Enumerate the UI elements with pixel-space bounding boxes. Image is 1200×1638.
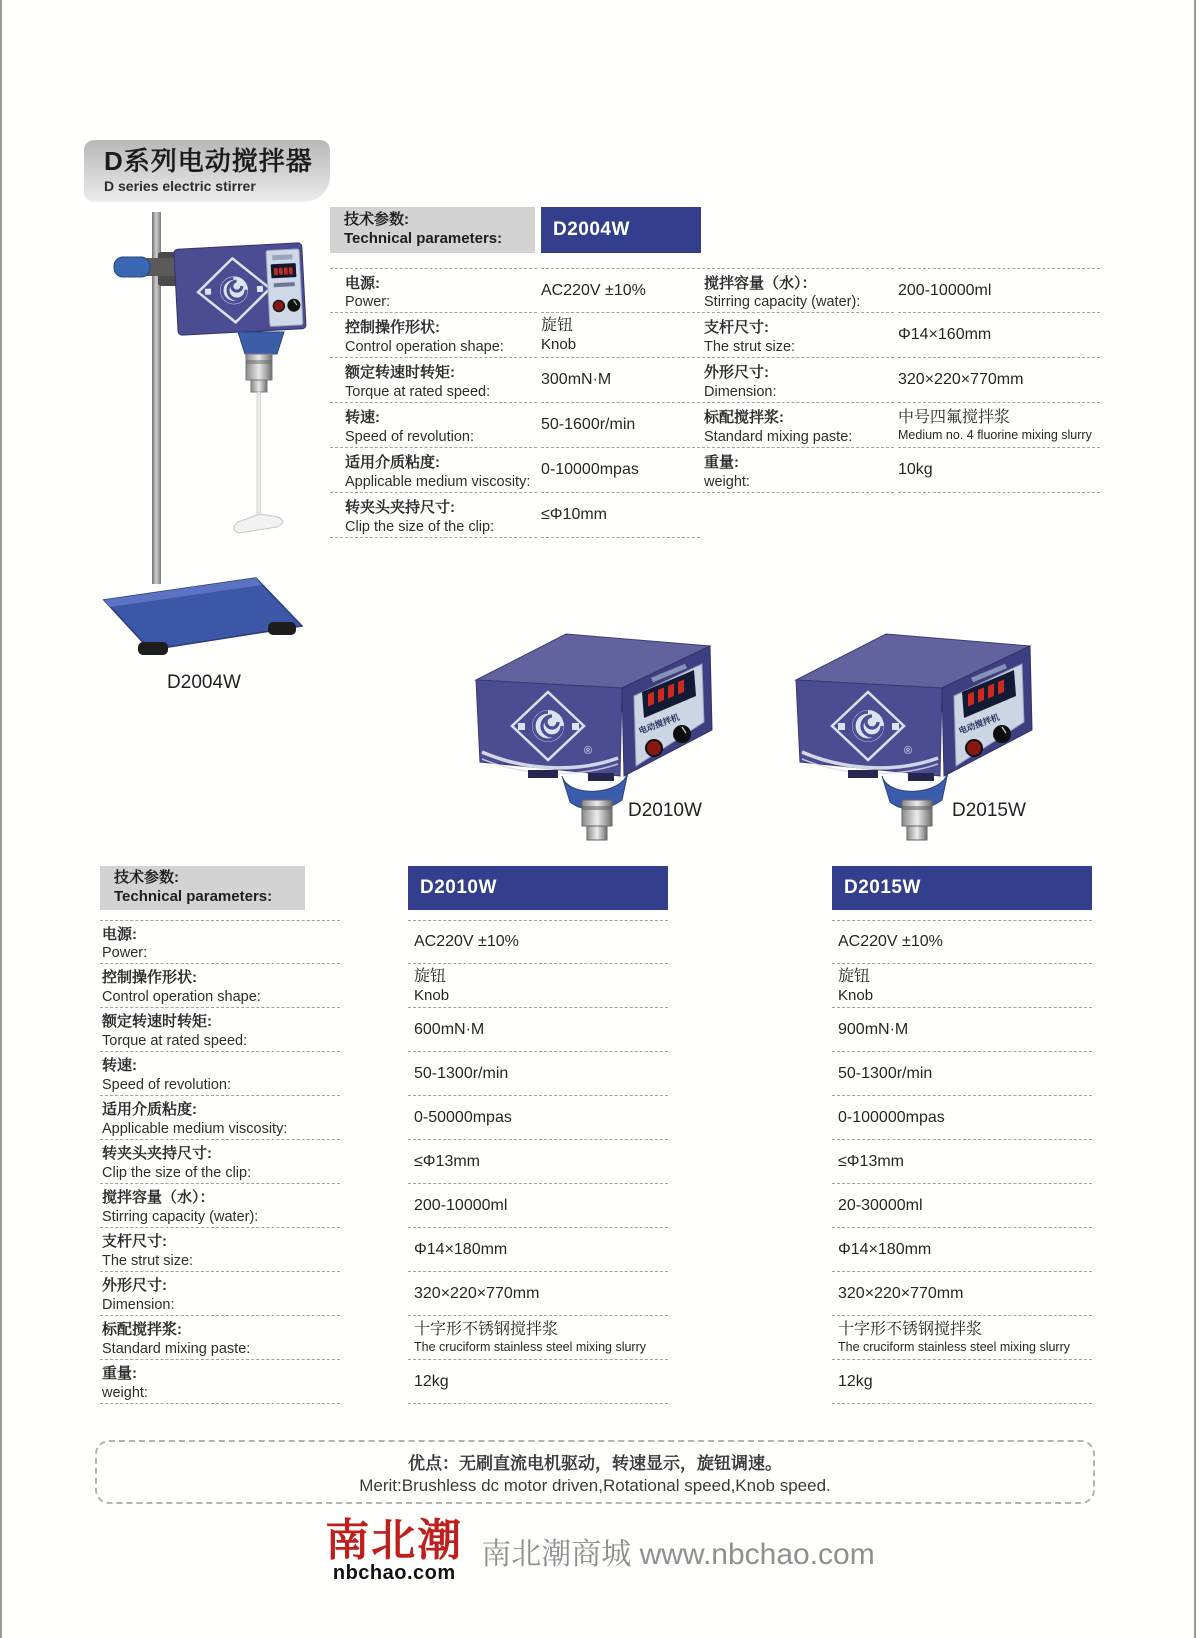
footer-tagline: 南北潮商城 www.nbchao.com [481,1538,875,1572]
spec-row: 标配搅拌浆: Standard mixing paste: 十字形不锈钢搅拌浆 The cruciform stainless steel mixing slurry 十字形不锈钢搅拌浆 The cruciform stainless steel mixing slurry [100,1316,1092,1360]
param-value-d2010w: 50-1300r/min [414,1064,509,1082]
page-edge-left [0,0,2,1638]
head1-model-label: D2010W [628,800,702,821]
param-value-d2010w: 600mN·M [414,1020,485,1038]
param-value: ≤Φ10mm [541,506,607,523]
param-label-en: Clip the size of the clip: [345,518,495,535]
series-title-cn: D系列电动搅拌器 [104,146,313,177]
page-edge-right [1194,0,1196,1638]
param-label-en: Applicable medium viscosity: [345,473,531,490]
spec-row: 搅拌容量（水）： Stirring capacity (water): 200-10000ml 20-30000ml [100,1184,1092,1228]
spec-row [702,313,1100,358]
param-value-d2015w: 320×220×770mm [838,1284,964,1302]
spec-row: 转速: Speed of revolution: 50-1300r/min 50-1300r/min [100,1052,1092,1096]
param-value-d2010w: AC220V ±10% [414,933,519,950]
model-header-d2015w: D2015W [832,866,1092,910]
param-label-cn: 重量: [704,454,739,472]
spec-row [330,358,700,403]
spec-row [330,448,700,493]
base-foot-left [138,642,168,655]
param-value-d2015w: 12kg [838,1372,873,1390]
param-label-cn: 转速: [345,409,380,427]
param-value-d2010w: 十字形不锈钢搅拌浆 [414,1321,559,1338]
param-value: AC220V ±10% [541,281,646,299]
model-header-d2004w: D2004W [541,207,701,253]
param-label-en: Torque at rated speed: [345,383,491,400]
spec-row: 电源: Power: AC220V ±10% AC220V ±10% [100,920,1092,964]
param-value-d2015w: 20-30000ml [838,1196,923,1214]
param-value-d2010w: 12kg [414,1372,449,1390]
param-value-d2015w: 0-100000mpas [838,1108,945,1126]
param-label-en: Power: [345,294,391,311]
footer [0,1516,1200,1584]
param-value-d2015w: 旋钮 [838,967,871,985]
param-label-cn: 标配搅拌浆: [704,409,784,427]
param-value-d2010w: 0-50000mpas [414,1108,512,1126]
spec-row: 适用介质粘度: Applicable medium viscosity: 0-50000mpas 0-100000mpas [100,1096,1092,1140]
nbchao-logo [325,1516,464,1584]
series-title-box [84,140,330,202]
stir-paddle [234,514,283,533]
merit-box [95,1440,1095,1504]
spec-table-header [100,866,1092,910]
head2-model-label: D2015W [952,800,1026,821]
spec-row [330,493,700,538]
params-header-cn: 技术参数: [114,869,179,887]
spec-row [702,358,1100,403]
spec-column-right [702,268,1100,493]
nbchao-logo-domain: nbchao.com [332,1561,456,1584]
params-header-en: Technical parameters: [344,230,503,247]
param-label-en: weight: [704,473,750,490]
param-label-cn: 支杆尺寸: [704,319,769,337]
spec-row: 额定转速时转矩: Torque at rated speed: 600mN·M 900mN·M [100,1008,1092,1052]
spec-row [330,403,700,448]
param-value: 10kg [898,461,933,478]
params-header [330,207,535,253]
param-value: 旋钮 [541,317,574,334]
param-value-d2010w: ≤Φ13mm [414,1152,480,1170]
param-label-en: Standard mixing paste: [704,428,853,445]
param-value-d2015w: 900mN·M [838,1020,909,1038]
param-value-d2010w: 320×220×770mm [414,1284,540,1302]
param-value-d2015w: 十字形不锈钢搅拌浆 [838,1321,983,1338]
model-header-d2010w: D2010W [408,866,668,910]
stirrer-model-label: D2004W [167,672,241,693]
spec-row: 外形尺寸: Dimension: 320×220×770mm 320×220×770mm [100,1272,1092,1316]
spec-table-d2004w [330,207,1100,535]
param-value: 300mN·M [541,371,612,388]
param-value-d2015w: Φ14×180mm [838,1240,932,1258]
spec-row: 控制操作形状: Control operation shape: 旋钮 Knob [330,313,700,358]
param-value-d2015w: AC220V ±10% [838,933,943,950]
motor-head [174,243,306,336]
param-value-d2015w: ≤Φ13mm [838,1152,904,1170]
param-label-cn: 控制操作形状: [345,319,440,337]
param-value: 0-10000mpas [541,461,639,478]
spec-row: 支杆尺寸: The strut size: Φ14×180mm Φ14×180mm [100,1228,1092,1272]
merit-text-cn: 优点：无刷直流电机驱动，转速显示，旋钮调速。 [408,1453,782,1473]
params-header-cn: 技术参数: [344,211,409,229]
param-value-d2010w: Φ14×180mm [414,1240,508,1258]
param-label-cn: 额定转速时转矩: [345,364,455,382]
param-label-cn: 转夹头夹持尺寸: [345,499,455,517]
param-value: 50-1600r/min [541,416,636,433]
nbchao-logo-cn: 南北潮 [325,1516,464,1565]
param-label-cn: 搅拌容量（水）： [704,274,817,292]
clamp-handle [114,257,150,277]
power-indicator [273,300,285,312]
param-label-en: Speed of revolution: [345,428,474,445]
stirrer-illustration [88,206,320,668]
param-label-en: Dimension: [704,383,777,400]
param-label-en: Control operation shape: [345,338,504,355]
param-label-cn: 适用介质粘度: [345,454,440,472]
control-panel [266,249,303,327]
stir-shaft [257,392,261,516]
param-value-d2010w: 200-10000ml [414,1196,508,1214]
params-header-en: Technical parameters: [114,888,273,905]
spec-row: 标配搅拌浆: Standard mixing paste: 中号四氟搅拌浆 Medium no. 4 fluorine mixing slurry [702,403,1100,448]
param-value: 中号四氟搅拌浆 [898,408,1011,426]
spec-row: 转夹头夹持尺寸: Clip the size of the clip: ≤Φ13mm ≤Φ13mm [100,1140,1092,1184]
spec-column-left [330,268,700,538]
param-label-cn: 电源: [345,274,380,292]
spec-table-d2010w-d2015w [100,866,1092,1404]
spec-row [702,448,1100,493]
head2-product-image [790,618,1040,858]
stirrer-product-image [88,206,320,668]
param-label-en: Stirring capacity (water): [704,294,861,311]
chuck-collar [238,332,284,354]
spec-row: 重量: weight: 12kg 12kg [100,1360,1092,1404]
param-label-en: The strut size: [704,338,796,355]
params-header [100,866,305,910]
series-title-en: D series electric stirrer [104,177,256,194]
param-value-d2015w: 50-1300r/min [838,1064,933,1082]
param-label-cn: 外形尺寸: [704,364,769,382]
spec-row [702,268,1100,313]
chuck-metal [246,354,272,380]
param-value-d2010w: 旋钮 [414,967,447,985]
param-value: 320×220×770mm [898,371,1024,388]
spec-row: 控制操作形状: Control operation shape: 旋钮 Knob 旋钮 Knob [100,964,1092,1008]
spec-table-header [330,207,1100,253]
base-foot-right [268,622,296,635]
param-value: 200-10000ml [898,281,992,299]
head1-product-image [470,618,720,858]
merit-text-en: Merit:Brushless dc motor driven,Rotational speed,Knob speed. [359,1475,831,1495]
spec-row [330,268,700,313]
param-value: Φ14×160mm [898,326,992,343]
